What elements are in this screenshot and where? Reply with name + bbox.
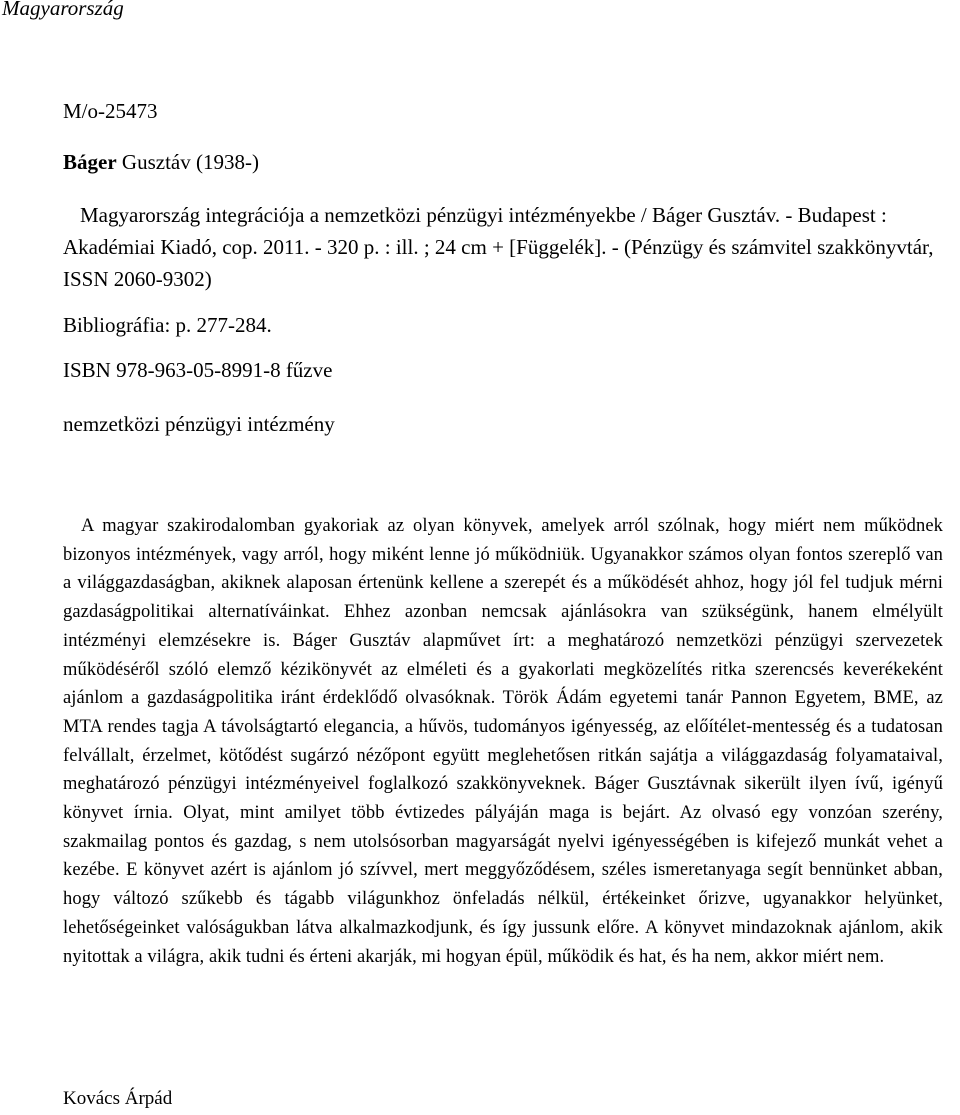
subject-heading: nemzetközi pénzügyi intézmény: [63, 412, 335, 436]
title-statement: Magyarország integrációja a nemzetközi pénzügyi intézményekbe / Báger Gusztáv. - Budapest : Akadémiai Kiadó, cop. 2011. - 320 p. : ill. ; 24 cm + [Függelék]. - (Pénzügy és számvitel szakkönyvtár, ISSN 2060-9302): [63, 203, 934, 291]
call-number: M/o-25473: [63, 99, 158, 123]
author-surname: Báger: [63, 150, 117, 174]
bibliography-note: Bibliográfia: p. 277-284.: [63, 313, 272, 337]
reviewer-name: Kovács Árpád: [63, 1088, 173, 1109]
section-title: Magyarország: [2, 0, 124, 20]
author-name-dates: Gusztáv (1938-): [116, 150, 259, 174]
author-line: [63, 148, 948, 176]
isbn-line: ISBN 978-963-05-8991-8 fűzve: [63, 358, 333, 382]
review-paragraph: A magyar szakirodalomban gyakoriak az olyan könyvek, amelyek arról szólnak, hogy miért nem működnek bizonyos intézmények, vagy arról, hogy miként lenne jó működniük. Ugyanakkor számos olyan fontos szereplő van a világgazdaságban, akiknek alaposan értenünk kellene a szerepét és a működését ahhoz, hogy jól fel tudjuk mérni gazdaságpolitikai alternatíváinkat. Ehhez azonban nemcsak ajánlásokra van szükségünk, hanem elmélyült intézményi elemzésekre is. Báger Gusztáv alapművet írt: a meghatározó nemzetközi pénzügyi szervezetek működéséről szóló elemző kézikönyvét az elméleti és a gyakorlati megközelítés ritka szerencsés keverékeként ajánlom a gazdaságpolitika iránt érdeklődő olvasóknak. Török Ádám egyetemi tanár Pannon Egyetem, BME, az MTA rendes tagja A távolságtartó elegancia, a hűvös, tudományos igényesség, az előítélet-mentesség és a tudatosan felvállalt, érzelmet, kötődést sugárzó nézőpont együtt meglehetősen ritkán sajátja a világgazdaság folyamataival, meghatározó pénzügyi intézményeivel foglalkozó szakkönyveknek. Báger Gusztávnak sikerült ilyen ívű, igényű könyvet írnia. Olyat, mint amilyet több évtizedes pályáján maga is bejárt. Az olvasó egy vonzóan szerény, szakmailag pontos és gazdag, s nem utolsósorban magyarságát nyelvi igényességében is kifejező munkát vehet a kezébe. E könyvet azért is ajánlom jó szívvel, mert meggyőződésem, széles ismeretanyaga segít bennünket abban, hogy változó szűkebb és tágabb világunkhoz önfeladás nélkül, értékeinket őrizve, ugyanakkor helyünket, lehetőségeinket valóságukban látva alkalmazkodjunk, és így jussunk előre. A könyvet mindazoknak ajánlom, akik nyitottak a világra, akik tudni és érteni akarják, mi hogyan épül, működik és hat, és ha nem, akkor miért nem.: [63, 516, 943, 967]
